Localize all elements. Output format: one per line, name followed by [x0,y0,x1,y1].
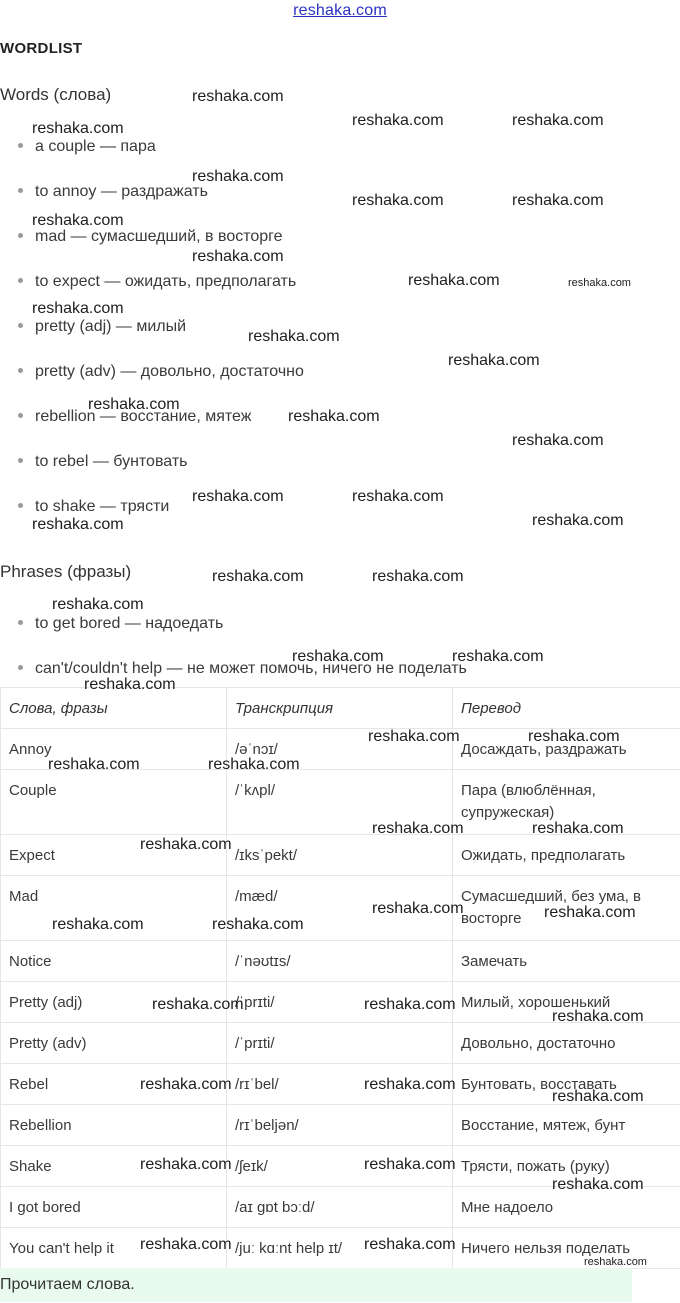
table-cell: Mad [1,876,227,941]
watermark: reshaka.com [140,1156,232,1173]
watermark: reshaka.com [352,192,444,209]
watermark: reshaka.com [32,120,124,137]
watermark: reshaka.com [248,328,340,345]
table-row [1,1146,680,1187]
column-header: Транскрипция [227,688,453,729]
table-row [1,876,680,941]
watermark: reshaka.com [552,1008,644,1025]
table-cell: /mæd/ [227,876,453,941]
table-cell: Rebel [1,1064,227,1105]
table-cell: /ˈprɪti/ [227,982,453,1023]
watermark: reshaka.com [544,904,636,921]
watermark: reshaka.com [512,192,604,209]
watermark: reshaka.com [192,168,284,185]
bullet-icon [18,503,23,508]
watermark: reshaka.com [52,916,144,933]
watermark: reshaka.com [372,900,464,917]
watermark: reshaka.com [584,1256,647,1268]
watermark: reshaka.com [372,820,464,837]
table-cell: /ˈnəʊtɪs/ [227,941,453,982]
table-cell: Pretty (adj) [1,982,227,1023]
watermark: reshaka.com [140,1236,232,1253]
bullet-icon [18,143,23,148]
table-cell: Трясти, пожать (руку) [453,1146,680,1187]
list-item: a couple — пара [18,138,156,156]
list-item: can't/couldn't help — не может помочь, ничего не поделать [18,660,467,678]
table-cell: Pretty (adv) [1,1023,227,1064]
watermark: reshaka.com [552,1088,644,1105]
table-cell: Couple [1,770,227,835]
table-cell: Замечать [453,941,680,982]
table-row [1,1228,680,1269]
table-cell: Бунтовать, восставать [453,1064,680,1105]
table-row [1,1187,680,1228]
table-cell: Довольно, достаточно [453,1023,680,1064]
table-cell: Досаждать, раздражать [453,729,680,770]
watermark: reshaka.com [48,756,140,773]
bullet-icon [18,323,23,328]
watermark: reshaka.com [452,648,544,665]
list-item: rebellion — восстание, мятеж [18,408,251,426]
table-cell: Expect [1,835,227,876]
vocabulary-table [0,687,680,1269]
read-words-note: Прочитаем слова. [0,1268,632,1302]
words-section-title: Words (слова) [0,85,112,104]
table-row [1,835,680,876]
watermark: reshaka.com [532,820,624,837]
table-row [1,1023,680,1064]
table-row [1,982,680,1023]
table-cell: /ˈkʌpl/ [227,770,453,835]
bullet-icon [18,233,23,238]
watermark: reshaka.com [364,1076,456,1093]
watermark: reshaka.com [532,512,624,529]
watermark: reshaka.com [552,1176,644,1193]
list-item: to annoy — раздражать [18,183,208,201]
watermark: reshaka.com [372,568,464,585]
table-cell: Милый, хорошенький [453,982,680,1023]
watermark: reshaka.com [140,1076,232,1093]
table-cell: I got bored [1,1187,227,1228]
list-item: to expect — ожидать, предполагать [18,273,296,291]
list-item: pretty (adv) — довольно, достаточно [18,363,304,381]
watermark: reshaka.com [352,488,444,505]
table-cell: Мне надоело [453,1187,680,1228]
watermark: reshaka.com [88,396,180,413]
table-cell: /aɪ gɒt bɔːd/ [227,1187,453,1228]
watermark: reshaka.com [192,488,284,505]
watermark: reshaka.com [292,648,384,665]
watermark: reshaka.com [512,112,604,129]
watermark: reshaka.com [84,676,176,693]
table-cell: Ничего нельзя поделать [453,1228,680,1269]
watermark: reshaka.com [568,277,631,289]
table-cell: /rɪˈbeljən/ [227,1105,453,1146]
watermark: reshaka.com [352,112,444,129]
table-cell: /əˈnɔɪ/ [227,729,453,770]
watermark: reshaka.com [32,300,124,317]
watermark: reshaka.com [192,248,284,265]
watermark: reshaka.com [528,728,620,745]
watermark: reshaka.com [364,996,456,1013]
watermark: reshaka.com [368,728,460,745]
list-item: to shake — трясти [18,498,169,516]
watermark: reshaka.com [208,756,300,773]
list-item: mad — сумасшедший, в восторге [18,228,283,246]
bullet-icon [18,458,23,463]
watermark: reshaka.com [512,432,604,449]
table-cell: /rɪˈbel/ [227,1064,453,1105]
bullet-icon [18,620,23,625]
watermark: reshaka.com [140,836,232,853]
table-row [1,1064,680,1105]
table-cell: Shake [1,1146,227,1187]
list-item: pretty (adj) — милый [18,318,186,336]
watermark: reshaka.com [32,212,124,229]
column-header: Слова, фразы [1,688,227,729]
table-cell: /juː kɑːnt help ɪt/ [227,1228,453,1269]
phrases-section-title: Phrases (фразы) [0,562,132,581]
table-cell: You can't help it [1,1228,227,1269]
table-cell: Сумасшедший, без ума, в восторге [453,876,680,941]
bullet-icon [18,665,23,670]
bullet-icon [18,413,23,418]
wordlist-heading: WORDLIST [0,40,83,57]
watermark: reshaka.com [364,1236,456,1253]
table-cell: Восстание, мятеж, бунт [453,1105,680,1146]
list-item: to get bored — надоедать [18,615,223,633]
site-logo-link[interactable]: reshaka.com [293,2,387,19]
watermark: reshaka.com [408,272,500,289]
watermark: reshaka.com [212,568,304,585]
watermark: reshaka.com [52,596,144,613]
watermark: reshaka.com [448,352,540,369]
table-row [1,729,680,770]
table-cell: Rebellion [1,1105,227,1146]
column-header: Перевод [453,688,680,729]
table-cell: /ɪksˈpekt/ [227,835,453,876]
table-cell: /ˈprɪti/ [227,1023,453,1064]
watermark: reshaka.com [288,408,380,425]
bullet-icon [18,188,23,193]
table-cell: Notice [1,941,227,982]
watermark: reshaka.com [364,1156,456,1173]
table-cell: Пара (влюблённая, супружеская) [453,770,680,835]
watermark: reshaka.com [32,516,124,533]
table-row [1,941,680,982]
bullet-icon [18,368,23,373]
watermark: reshaka.com [212,916,304,933]
table-row [1,770,680,835]
watermark: reshaka.com [152,996,244,1013]
bullet-icon [18,278,23,283]
table-header-row [1,688,680,729]
table-cell: Annoy [1,729,227,770]
table-cell: Ожидать, предполагать [453,835,680,876]
watermark: reshaka.com [192,88,284,105]
table-row [1,1105,680,1146]
table-cell: /ʃeɪk/ [227,1146,453,1187]
list-item: to rebel — бунтовать [18,453,187,471]
